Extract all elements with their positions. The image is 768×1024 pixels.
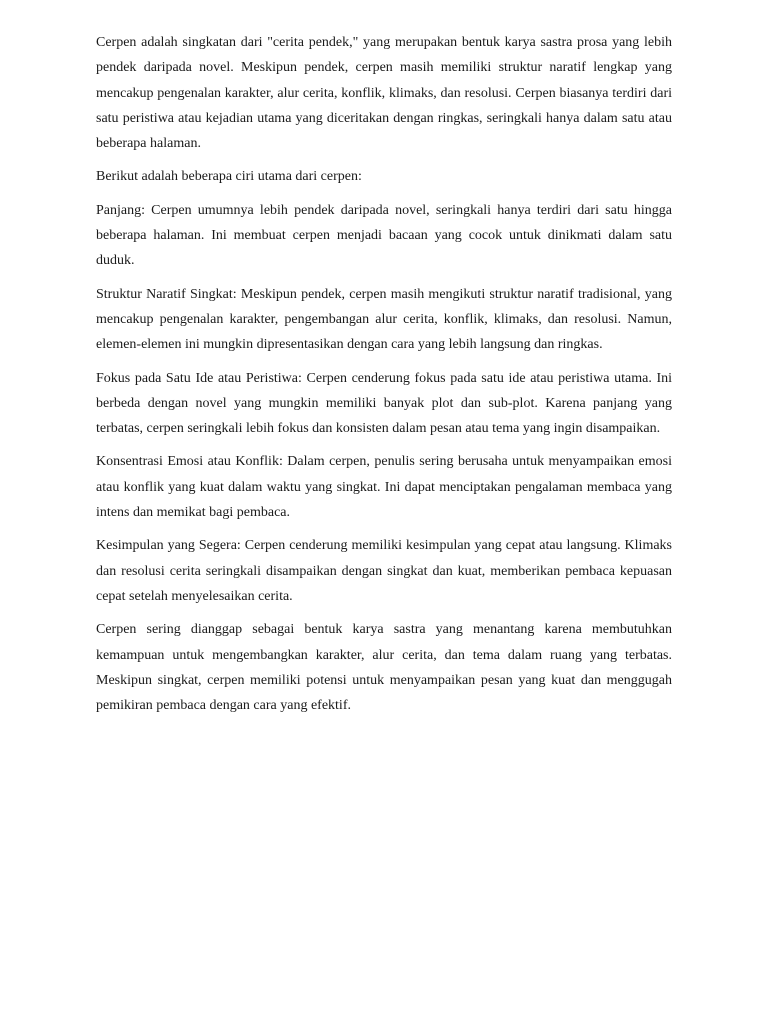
- paragraph-intro: Cerpen adalah singkatan dari "cerita pendek," yang merupakan bentuk karya sastra prosa yang lebih pendek daripada novel. Meskipun pendek, cerpen masih memiliki struktur naratif lengkap yang mencakup pengenalan karakter, alur cerita, konflik, klimaks, dan resolusi. Cerpen biasanya terdiri dari satu peristiwa atau kejadian utama yang diceritakan dengan ringkas, seringkali hanya dalam satu atau beberapa halaman.: [96, 35, 672, 152]
- paragraph-konsentrasi: Konsentrasi Emosi atau Konflik: Dalam cerpen, penulis sering berusaha untuk menyampaikan emosi atau konflik yang kuat dalam waktu yang singkat. Ini dapat menciptakan pengalaman membaca yang intens dan memikat bagi pembaca.: [96, 454, 672, 521]
- document-page: [96, 30, 672, 726]
- paragraph-fokus: Fokus pada Satu Ide atau Peristiwa: Cerpen cenderung fokus pada satu ide atau peristiwa utama. Ini berbeda dengan novel yang mungkin memiliki banyak plot dan sub-plot. Karena panjang yang terbatas, cerpen seringkali lebih fokus dan konsisten dalam pesan atau tema yang ingin disampaikan.: [96, 370, 672, 437]
- paragraph-list-intro: Berikut adalah beberapa ciri utama dari cerpen:: [96, 169, 362, 185]
- paragraph-struktur: Struktur Naratif Singkat: Meskipun pendek, cerpen masih mengikuti struktur naratif tradisional, yang mencakup pengenalan karakter, pengembangan alur cerita, konflik, klimaks, dan resolusi. Namun, elemen-elemen ini mungkin dipresentasikan dengan cara yang lebih langsung dan ringkas.: [96, 286, 672, 353]
- paragraph-closing: Cerpen sering dianggap sebagai bentuk karya sastra yang menantang karena membutuhkan kemampuan untuk mengembangkan karakter, alur cerita, dan tema dalam ruang yang terbatas. Meskipun singkat, cerpen memiliki potensi untuk menyampaikan pesan yang kuat dan menggugah pemikiran pembaca dengan cara yang efektif.: [96, 622, 672, 714]
- paragraph-panjang: Panjang: Cerpen umumnya lebih pendek daripada novel, seringkali hanya terdiri dari satu hingga beberapa halaman. Ini membuat cerpen menjadi bacaan yang cocok untuk dinikmati dalam satu duduk.: [96, 202, 672, 269]
- paragraph-kesimpulan: Kesimpulan yang Segera: Cerpen cenderung memiliki kesimpulan yang cepat atau langsung. Klimaks dan resolusi cerita seringkali disampaikan dengan singkat dan kuat, memberikan pembaca kepuasan cepat setelah menyelesaikan cerita.: [96, 538, 672, 604]
